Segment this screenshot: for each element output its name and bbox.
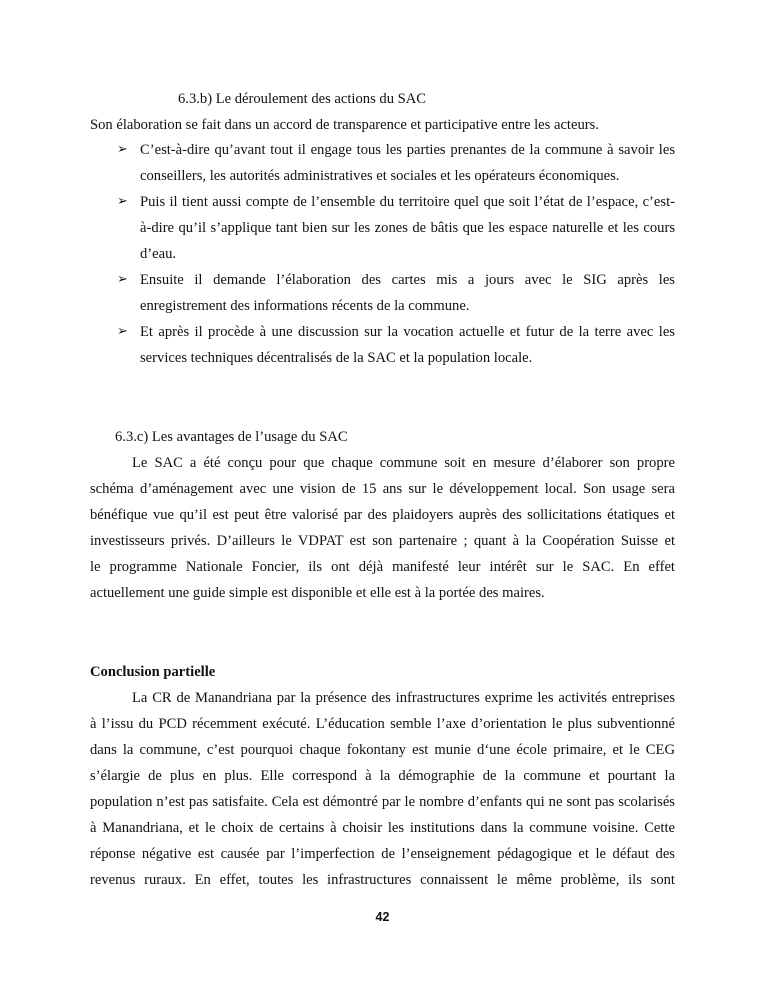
section-b-heading: 6.3.b) Le déroulement des actions du SAC [178,91,427,107]
section-c-line-5: le programme Nationale Foncier, ils ont déjà manifesté leur intérêt sur le SAC. En effet [90,559,675,575]
section-c-line-2: schéma d’aménagement avec une vision de 15 ans sur le développement local. Son usage sera [90,481,675,497]
section-c-line-1: Le SAC a été conçu pour que chaque commune soit en mesure d’élaborer son propre [132,455,675,471]
conclusion-line-2: à l’issu du PCD récemment exécuté. L’éducation semble l’axe d’orientation le plus subventionné [90,716,675,732]
section-c-heading: 6.3.c) Les avantages de l’usage du SAC [115,429,348,445]
arrow-bullet-icon: ➢ [117,324,128,339]
conclusion-line-3: dans la commune, c’est pourquoi chaque fokontany est munie d‘une école primaire, et le CEG [90,742,675,758]
arrow-bullet-icon: ➢ [117,272,128,287]
bullet-4-line-1: Et après il procède à une discussion sur la vocation actuelle et futur de la terre avec les [140,324,675,340]
bullet-3-line-1: Ensuite il demande l’élaboration des cartes mis a jours avec le SIG après les [140,272,675,288]
bullet-2-line-2: à-dire qu’il s’applique tant bien sur les zones de bâtis que les espace naturelle et les cours [140,220,675,236]
section-b-intro: Son élaboration se fait dans un accord de transparence et participative entre les acteurs. [90,117,599,133]
arrow-bullet-icon: ➢ [117,194,128,209]
bullet-2-line-3: d’eau. [140,246,177,262]
bullet-1-line-2: conseillers, les autorités administratives et sociales et les opérateurs économiques. [140,168,620,184]
bullet-3-line-2: enregistrement des informations récents de la commune. [140,298,470,314]
section-c-line-6: actuellement une guide simple est disponible et elle est à la portée des maires. [90,585,545,601]
conclusion-line-7: réponse négative est causée par l’imperfection de l’enseignement pédagogique et le défaut des [90,846,675,862]
bullet-4-line-2: services techniques décentralisés de la SAC et la population locale. [140,350,533,366]
conclusion-line-6: à Manandriana, et le choix de certains à choisir les institutions dans la commune voisine. Cette [90,820,675,836]
section-c-line-4: investisseurs privés. D’ailleurs le VDPAT est son partenaire ; quant à la Coopération Suisse et [90,533,675,549]
conclusion-line-4: s’élargie de plus en plus. Elle correspond à la démographie de la commune et pourtant la [90,768,675,784]
conclusion-heading: Conclusion partielle [90,664,216,680]
arrow-bullet-icon: ➢ [117,142,128,157]
page-number: 42 [375,910,390,924]
conclusion-line-5: population n’est pas satisfaite. Cela est démontré par le nombre d’enfants qui ne sont pas scolarisés [90,794,675,810]
bullet-2-line-1: Puis il tient aussi compte de l’ensemble du territoire quel que soit l’état de l’espace, c’est- [140,194,675,210]
bullet-1-line-1: C’est-à-dire qu’avant tout il engage tous les parties prenantes de la commune à savoir les [140,142,675,158]
section-c-line-3: bénéfique vue qu’il est peut être valorisé par des plaidoyers auprès des sollicitations étatiques et [90,507,675,523]
conclusion-line-1: La CR de Manandriana par la présence des infrastructures exprime les activités entreprises [132,690,675,706]
conclusion-line-8: revenus ruraux. En effet, toutes les infrastructures connaissent le même problème, ils sont [90,872,675,888]
